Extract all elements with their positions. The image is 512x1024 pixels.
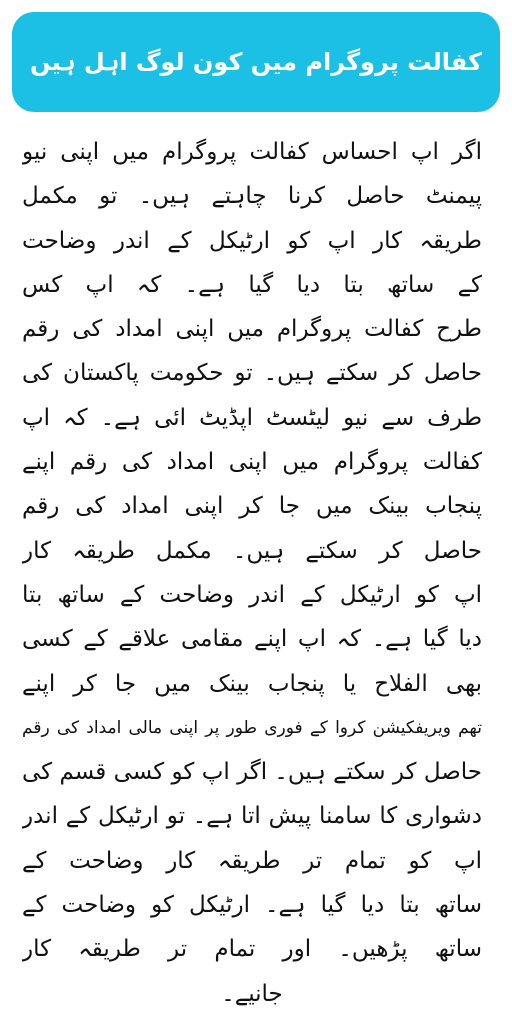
article-line: دشواری کا سامنا پیش اتا ہے۔ تو ارٹیکل کے اندر xyxy=(22,803,482,830)
article-line: حاصل کر سکتے ہیں۔ مکمل طریقہ کار xyxy=(22,537,482,564)
article-line: پنجاب بینک میں جا کر اپنی امداد کی رقم xyxy=(22,493,482,520)
article-line: حاصل کر سکتے ہیں۔ اگر اپ کو کسی قسم کی xyxy=(22,759,482,786)
article-line: جانیے۔ xyxy=(221,980,283,1007)
article-line: طرح کفالت پروگرام میں اپنی امداد کی رقم xyxy=(22,316,482,343)
article-line: اپ کو ارٹیکل کے اندر وضاحت کے ساتھ بتا xyxy=(22,581,482,608)
article-line: طریقہ کار اپ کو ارٹیکل کے اندر وضاحت xyxy=(22,227,482,254)
title-banner xyxy=(12,12,500,112)
article-line: تھم ویریفکیشن کروا کے فوری طور پر اپنی مالی امداد کی رقم xyxy=(22,717,482,738)
article-line: دیا گیا ہے۔ کہ اپ اپنے مقامی علاقے کے کسی xyxy=(22,626,482,653)
article-line: اپ کو تمام تر طریقہ کار وضاحت کے xyxy=(22,847,482,874)
article-line: پیمنٹ حاصل کرنا چاہتے ہیں۔ تو مکمل xyxy=(22,183,482,210)
article-line: کے ساتھ بتا دیا گیا ہے۔ کہ اپ کس xyxy=(22,271,482,298)
article-line: ساتھ پڑھیں۔ اور تمام تر طریقہ کار xyxy=(22,936,482,963)
article-line: حاصل کر سکتے ہیں۔ تو حکومت پاکستان کی xyxy=(22,360,482,387)
article-body xyxy=(22,130,482,1010)
article-line: ساتھ بتا دیا گیا ہے۔ ارٹیکل کو وضاحت کے xyxy=(22,892,482,919)
article-line: کفالت پروگرام میں اپنی امداد کی رقم اپنے xyxy=(22,449,482,476)
article-line: بھی الفلاح یا پنجاب بینک میں جا کر اپنے xyxy=(22,670,482,697)
page-title: کفالت پروگرام میں کون لوگ اہل ہیں xyxy=(30,47,482,76)
article-line: اگر اپ احساس کفالت پروگرام میں اپنی نیو xyxy=(22,139,482,165)
article-line: طرف سے نیو لیٹسٹ اپڈیٹ ائی ہے۔ کہ اپ xyxy=(22,404,482,431)
